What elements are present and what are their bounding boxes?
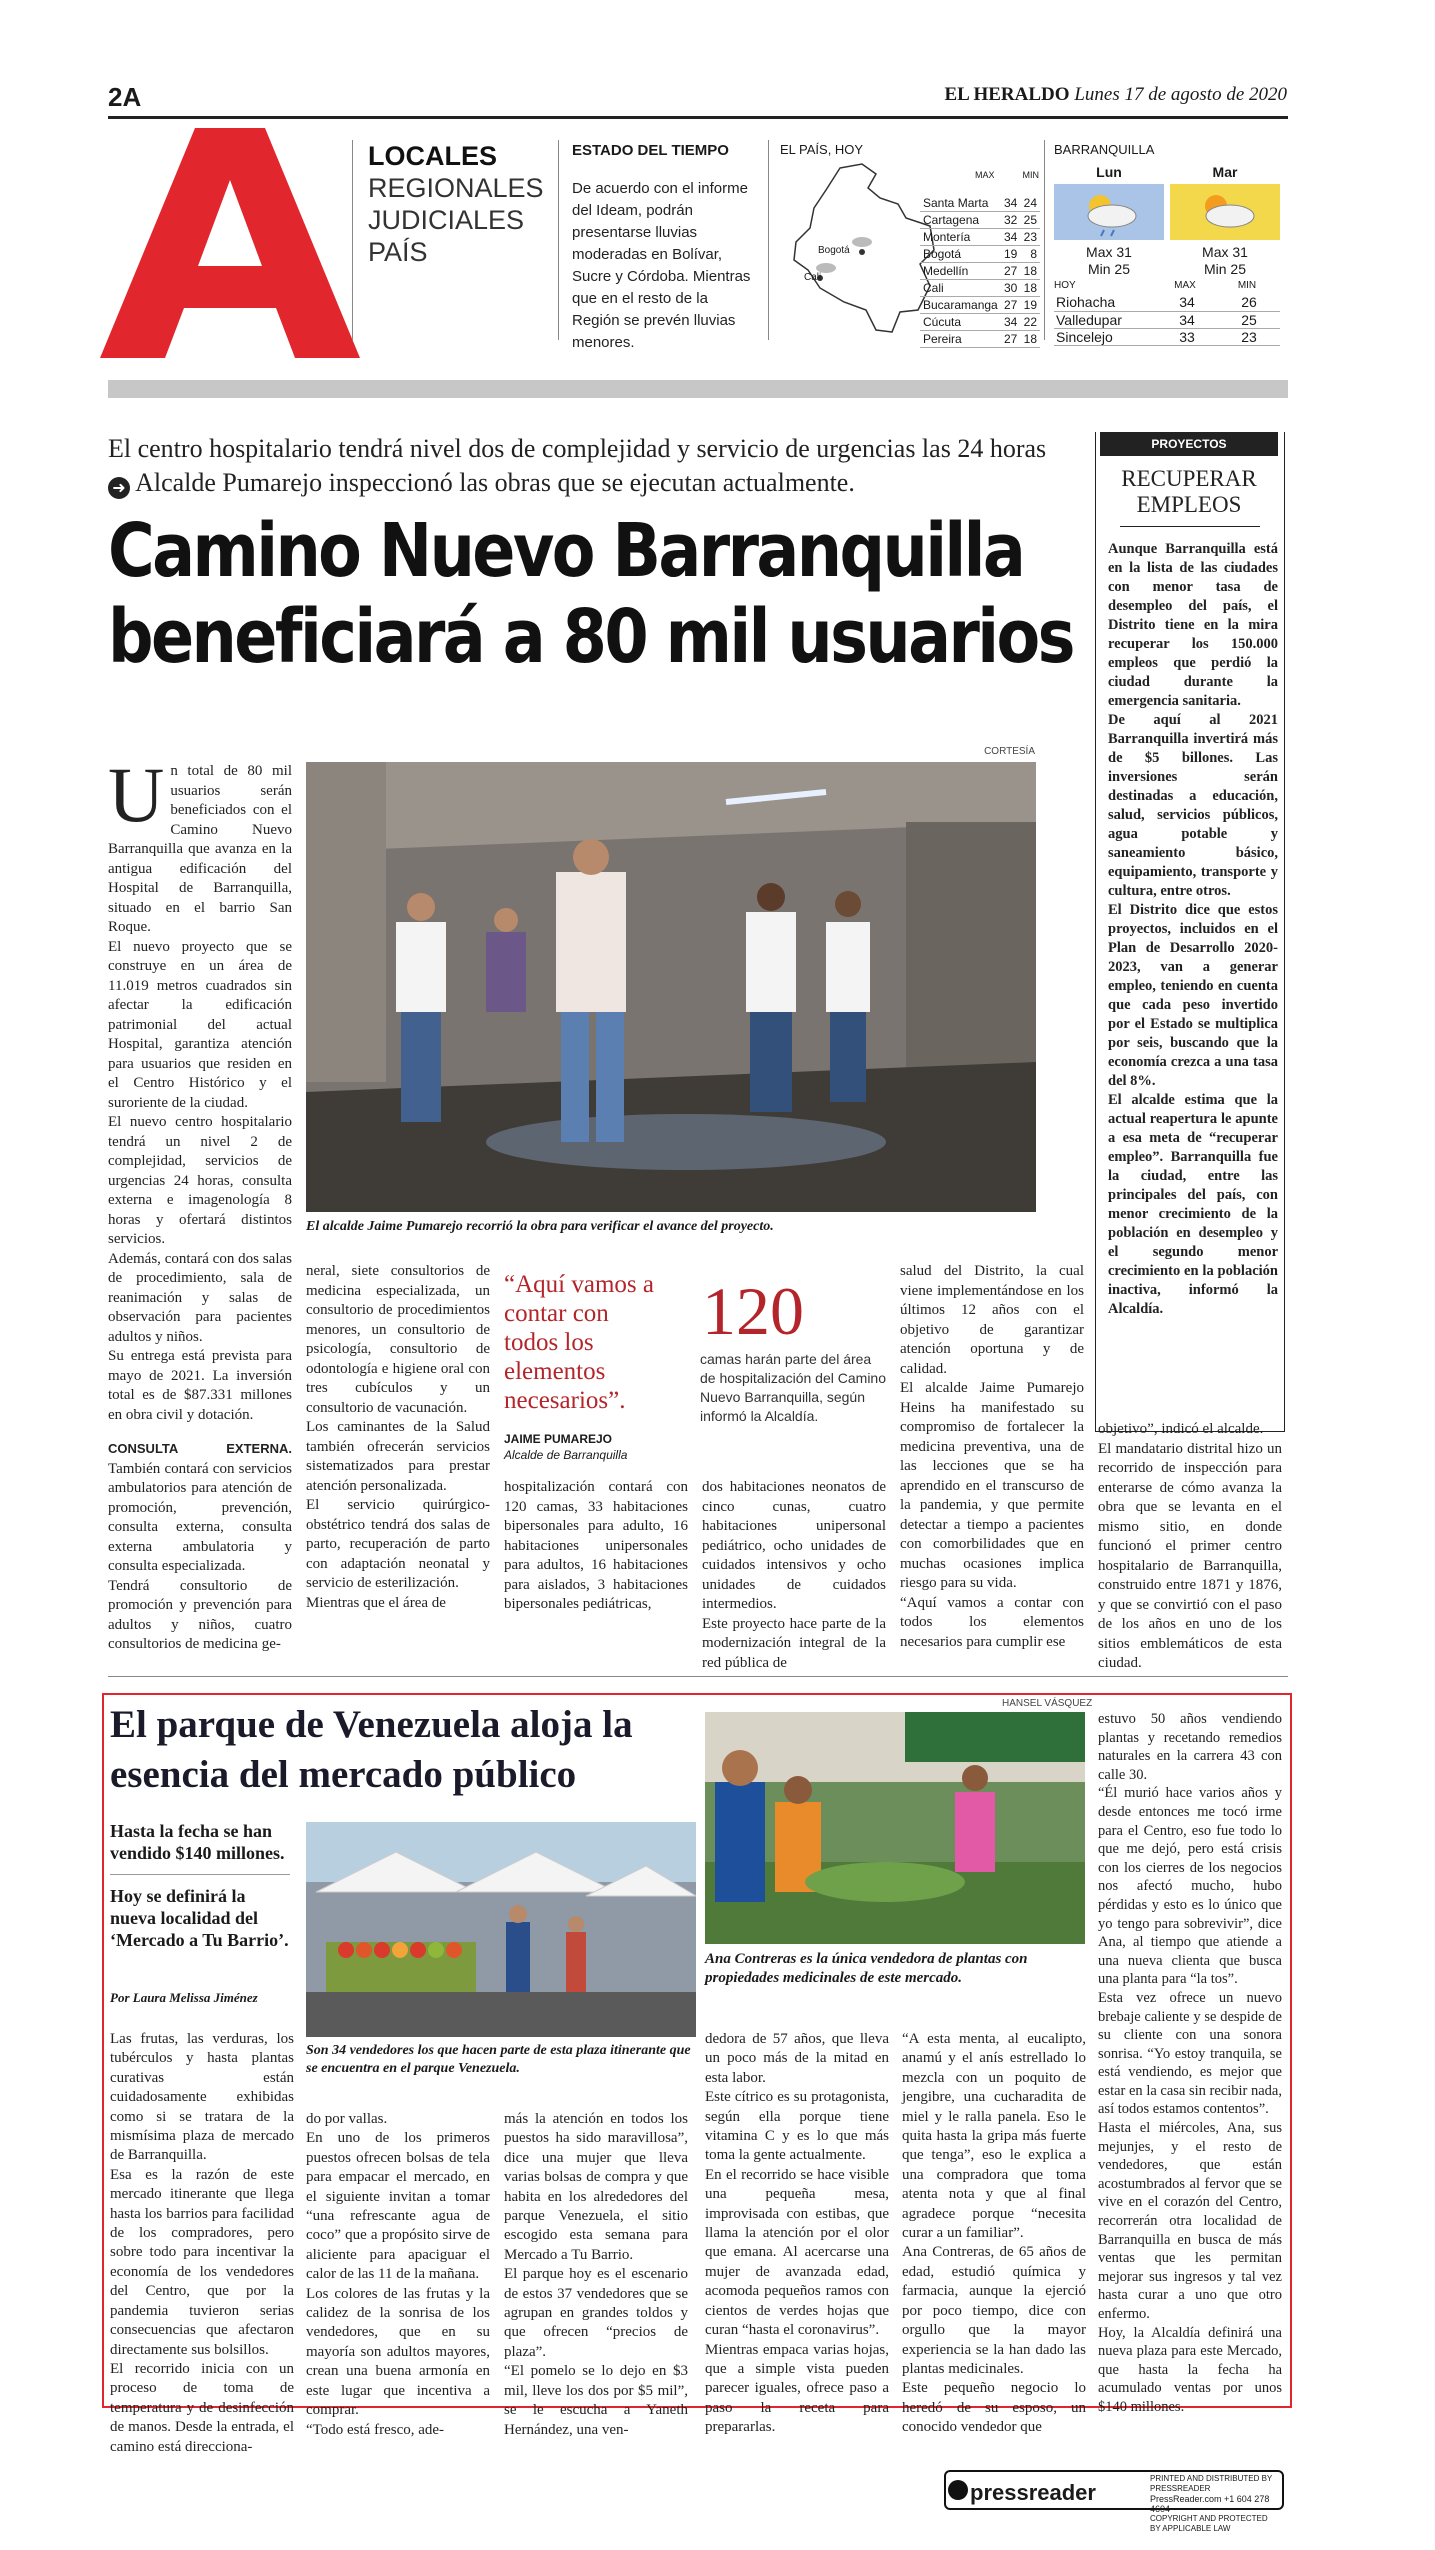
- regional-name: Sincelejo: [1054, 328, 1156, 345]
- city-max: 19: [1001, 246, 1021, 263]
- city-table-header: MAX MIN: [975, 170, 1039, 180]
- regional-header: HOY MAX MIN: [1054, 280, 1257, 291]
- big-number: 120: [702, 1273, 804, 1349]
- section-letter: [100, 128, 360, 358]
- story2-col-2: do por vallas. En uno de los primeros puestos ofrecen bolsas de tela para empacar el mercado, en el siguiente invitan a tomar “una refrescante agua de coco” que a propósito sirve de aliciente para apaciguar el calor de las 11 de la mañana. Los colores de las frutas y la calidez de la sonrisa de los vendedores, que en su mayoría son adultos mayores, crean una buena armonía en este lugar que incentiva a comprar. “Todo está fresco, ade-: [306, 2111, 490, 2438]
- pull-quote: “Aquí vamos a contar con todos los elementos necesarios”.: [504, 1271, 654, 1414]
- city-row: [920, 314, 1040, 331]
- story2-col-6: estuvo 50 años vendiendo plantas y recetando remedios naturales en la carrera 43 con calle 30. “Él murió hace varios años y desde entonces me tocó irme para el Centro, eso fue todo lo que me dejó, pero está crisis con los cierres de los negocios nos afectó mucho, hubo pérdidas y esto es lo único que yo tengo para sobrevivir”, dice Ana, al tiempo que atiende a una nueva clienta que busca una planta para “la tos”. Esta vez ofrece un nuevo brebaje caliente y se despide de su cliente con una sonora sonrisa. “Yo estoy tranquila, se está vendiendo, es mejor que estar en la casa sin recibir nada, así todos estamos contentos”. Hasta el miércoles, Ana, sus mejunjes, y el resto de vendedores, que están acostumbrados al fervor que se vive en el corazón del Centro, recorrerán otra localidad de Barranquilla en busca de más ventas que les permitan mejorar sus ingresos y tal vez hasta curar a uno que otro enfermo. Hoy, la Alcaldía definirá una nueva plaza para este Mercado, que hasta la fecha ha acumulado ventas por unos $140 millones.: [1098, 1711, 1282, 2415]
- city-name: Bogotá: [920, 246, 1001, 263]
- byline: Por Laura Melissa Jiménez: [110, 1990, 258, 2005]
- story2-col-3: más la atención en todos los puestos ha sido maravillosa”, dice una mujer que lleva varias bolsas de compra y que habita en los alrededores del parque Venezuela, el sitio escogido esta semana para Mercado a Tu Barrio. El parque hoy es el escenario de estos 37 vendedores que se agrupan en grandes toldos y que ofrecen “precios de plaza”. “El pomelo se lo dejo en $3 mil, lleve los dos por $5 mil”, se le escucha a Yaneth Hernández, una ven-: [504, 2111, 688, 2438]
- weather-text: De acuerdo con el informe del Ideam, podrán presentarse lluvias moderadas en Bolívar, Sucre y Córdoba. Mientras que en el resto de la Región se prevén lluvias menores.: [572, 180, 751, 351]
- regional-row: [1054, 294, 1280, 311]
- city-row: [920, 263, 1040, 280]
- city-row: [920, 212, 1040, 229]
- city-max: 34: [1001, 229, 1021, 246]
- city-min: 23: [1020, 229, 1040, 246]
- issue-date: Lunes 17 de agosto de 2020: [1074, 84, 1287, 105]
- story2-col-5: “A esta menta, al eucalipto, anamú y el anís estrellado lo mezcla con un poquito de jengibre, una cucharadita de miel y le ralla panela. Eso le quita hasta la gripa más fuerte que tenga”, eso le explica a una compradora que toma atenta nota y que al final agradece porque “necesita curar a un familiar”. Ana Contreras, de 65 años de edad, estudió química y farmacia, aunque la ejerció por poco tiempo, dice con orgullo que la mayor experiencia se la han dado las plantas medicinales. Este pequeño negocio lo heredó de su esposo, un conocido vendedor que: [902, 2031, 1086, 2436]
- market-photo: [306, 1822, 696, 2037]
- city-row: [920, 331, 1040, 348]
- big-number-text: camas harán parte del área de hospitalización del Camino Nuevo Barranquilla, según informó la Alcaldía.: [700, 1351, 886, 1424]
- city-title: BARRANQUILLA: [1054, 142, 1155, 157]
- city-name: Cartagena: [920, 212, 1001, 229]
- top-rule: [108, 116, 1288, 119]
- divider: [352, 140, 353, 340]
- main-headline: Camino Nuevo Barranquilla beneficiará a 80 mil usuarios: [108, 508, 1073, 680]
- pressreader-logo: pressreader: [970, 2480, 1096, 2505]
- sidebar-title: RECUPERAR EMPLEOS: [1121, 466, 1257, 517]
- sidebar-tag: PROYECTOS: [1100, 432, 1278, 456]
- story-col-6: objetivo”, indicó el alcalde. El mandatario distrital hizo un recorrido de inspección para enterarse de cómo avanza la obra que se levanta en el mismo sitio, en donde funcionó el primer centro hospitalario de Barranquilla, construido entre 1871 y 1876, y que se convirtió con el paso de los años en uno de los sitios emblemáticos de esta ciudad.: [1098, 1421, 1282, 1671]
- regional-min: 25: [1218, 311, 1280, 328]
- regional-name: Riohacha: [1054, 294, 1156, 311]
- city-min: 22: [1020, 314, 1040, 331]
- city-min: 8: [1020, 246, 1040, 263]
- city-max: 32: [1001, 212, 1021, 229]
- cloudy-rain-icon: [1054, 184, 1164, 240]
- regional-min: 23: [1218, 328, 1280, 345]
- story2-headline: El parque de Venezuela aloja la esencia del mercado público: [110, 1703, 633, 1796]
- dropcap: U: [108, 751, 165, 838]
- gray-band: [108, 380, 1288, 398]
- city-row: [920, 195, 1040, 212]
- page-number: 2A: [108, 82, 142, 112]
- city-row: [920, 229, 1040, 246]
- city-name: Bucaramanga: [920, 297, 1001, 314]
- city-name: Montería: [920, 229, 1001, 246]
- city-name: Pereira: [920, 331, 1001, 348]
- photo-credit: CORTESÍA: [984, 746, 1035, 757]
- paper-name: EL HERALDO: [944, 84, 1070, 105]
- masthead: [944, 84, 1287, 106]
- story2-col-1: Las frutas, las verduras, los tubérculos y hasta plantas curativas están cuidadosamente exhibidas como si se tratara de la mismísima plaza de mercado de Barranquilla. Esa es la razón de este mercado itinerante que llega hasta los barrios para facilidad de los compradores, pero sobre todo para incentivar la economía de los vendedores del Centro, que por la pandemia tuvieron serias consecuencias que afectaron directamente sus bolsillos. El recorrido inicia con un proceso de toma de temperatura y de desinfección de manos. Desde la entrada, el camino está direcciona-: [110, 2031, 294, 2455]
- story-col-1: U n total de 80 mil usuarios serán beneficiados con el Camino Nuevo Barranquilla que avanza en la antigua edificación del Hospital de Barranquilla, situado en el barrio San Roque. El nuevo proyecto que se construye en un área de 11.019 metros cuadrados sin afectar la edificación patrimonial del actual Hospital, garantiza atención para usuarios que residen en el Centro Histórico y el suroriente de la ciudad. El nuevo centro hospitalario tendrá un nivel 2 de complejidad, servicios de urgencias 24 horas, consulta externa e imagenología 8 horas y ofertará distintos servicios. Además, contará con dos salas de procedimiento, sala de reanimación y salas de observación para pacientes adultos y niños. Su entrega está prevista para mayo de 2021. La inversión total es de $87.331 millones en obra civil y dotación. CONSULTA EXTERNA. También contará con servicios ambulatorios para atención de promoción, prevención, consulta externa, consulta externa ambulatoria y consulta especializada. Tendrá consultorio de promoción y prevención para adultos y niños, cuatro consultorios de medicina ge-: [108, 751, 292, 1652]
- section-judiciales[interactable]: JUDICIALES: [368, 205, 525, 235]
- city-max: 27: [1001, 331, 1021, 348]
- story-col-2: neral, siete consultorios de medicina especializada, un consultorio de procedimientos menores, un consultorio de psicología, consultorio de odontología e higiene oral con tres cubículos y un consultorio de vacunación. Los caminantes de la Salud también ofrecerán servicios sistematizados para prestar atención personalizada. El servicio quirúrgico-obstétrico tendrá dos salas de parto, recuperación de parto con adaptación neonatal y servicio de esterilización. Mientras que el área de: [306, 1263, 490, 1611]
- regional-min: 26: [1218, 294, 1280, 311]
- section-regionales[interactable]: REGIONALES: [368, 173, 544, 203]
- partly-cloudy-icon: [1170, 184, 1280, 240]
- city-name: Santa Marta: [920, 195, 1001, 212]
- city-name: Medellín: [920, 263, 1001, 280]
- day-name-mar: Mar: [1212, 164, 1238, 180]
- regional-max: 34: [1156, 311, 1218, 328]
- city-min: 18: [1020, 331, 1040, 348]
- city-min: 18: [1020, 280, 1040, 297]
- map-label-bogota: Bogotá: [818, 245, 850, 256]
- separator: [108, 1676, 1288, 1677]
- regional-row: [1054, 328, 1280, 345]
- divider: [768, 140, 769, 340]
- city-row: [920, 297, 1040, 314]
- construction-photo: [306, 762, 1036, 1212]
- city-max: 34: [1001, 195, 1021, 212]
- city-min: 24: [1020, 195, 1040, 212]
- story-col-5: salud del Distrito, la cual viene implementándose en los últimos 12 años con el objetivo de garantizar atención oportuna y de calidad. El alcalde Jaime Pumarejo Heins ha manifestado su compromiso de fortalecer la medicina preventiva, una de las lecciones que se ha aprendido en el transcurso de la pandemia, y que permite detectar a tiempo a pacientes con comorbilidades que en muchas ocasiones implica riesgo para su vida. “Aquí vamos a contar con todos los elementos necesarios para cumplir ese: [900, 1263, 1084, 1650]
- divider: [558, 140, 559, 340]
- sidebar-body: Aunque Barranquilla está en la lista de las ciudades con menor tasa de desempleo del país, el Distrito tiene en la mira recuperar los 150.000 empleos que perdió la ciudad durante la emergencia sanitaria. De aquí al 2021 Barranquilla invertirá más de $5 billones. Las inversiones serán destinadas a educación, salud, servicios públicos, agua potable y saneamiento básico, equipamiento, transporte y cultura, entre otros. El Distrito dice que estos proyectos, incluidos en el Plan de Desarrollo 2020-2023, van a generar empleo, teniendo en cuenta que cada peso invertido por el Estado se multiplica por seis, buscando que la economía crezca a una tasa del 8%. El alcalde estima que la actual reapertura le apunte a esa meta de “recuperar empleo”. Barranquilla fue la ciudad, entre las principales del país, con menor crecimiento de la población en desempleo y el segundo menor crecimiento en la población inactiva, informó la Alcaldía.: [1108, 541, 1278, 1317]
- section-list: [368, 140, 548, 268]
- regional-name: Valledupar: [1054, 311, 1156, 328]
- city-max: 34: [1001, 314, 1021, 331]
- photo-caption: El alcalde Jaime Pumarejo recorrió la obra para verificar el avance del proyecto.: [306, 1219, 774, 1234]
- pressreader-notice: PRINTED AND DISTRIBUTED BY PRESSREADER PressReader.com +1 604 278 4604 COPYRIGHT AND PROTECTED BY APPLICABLE LAW: [1150, 2474, 1273, 2533]
- story2-col-4: dedora de 57 años, que lleva un poco más de la mitad en esta labor. Este cítrico es su protagonista, según ella porque tiene vitamina C y es lo que más toma la gente actualmente. En el recorrido se hace visible una pequeña mesa, improvisada con estibas, que llama la atención por el olor que emana. Al acercarse una mujer de avanzada edad, acomoda pequeños ramos con cientos de verdes hojas que curan “hasta el coronavirus”. Mientras empaca varias hojas, que a simple vista pueden parecer iguales, ofrece paso a paso la receta para prepararlas.: [705, 2031, 889, 2436]
- photo3-credit: HANSEL VÁSQUEZ: [1002, 1698, 1093, 1709]
- city-row: [920, 280, 1040, 297]
- quote-role: Alcalde de Barranquilla: [504, 1448, 628, 1462]
- city-min: 19: [1020, 297, 1040, 314]
- cities-table: [920, 195, 1040, 348]
- regional-table: [1054, 294, 1280, 346]
- city-name: Cali: [920, 280, 1001, 297]
- map-label-cali: Cali: [804, 272, 822, 283]
- city-name: Cúcuta: [920, 314, 1001, 331]
- city-min: 18: [1020, 263, 1040, 280]
- photo3-caption: Ana Contreras es la única vendedora de plantas con propiedades medicinales de este mercado.: [705, 1951, 1028, 1986]
- day-temp-mar: Max 31 Min 25: [1202, 244, 1248, 277]
- story2-subheads: Hasta la fecha se han vendido $140 millones. Hoy se definirá la nueva localidad del ‘Mercado a Tu Barrio’.: [110, 1821, 289, 1950]
- map-title: EL PAÍS, HOY: [780, 142, 864, 157]
- section-pais[interactable]: PAÍS: [368, 237, 428, 267]
- pressreader-logo-icon: [948, 2480, 968, 2500]
- quote-author: JAIME PUMAREJO: [504, 1432, 613, 1446]
- regional-max: 33: [1156, 328, 1218, 345]
- day-temp-lun: Max 31 Min 25: [1086, 244, 1132, 277]
- vendor-photo: [705, 1712, 1085, 1944]
- story-col-4: dos habitaciones neonatos de cinco cunas, cuatro habitaciones unipersonal pediátrico, ocho unidades de cuidados intensivos y ocho unidades de cuidados intermedios. Este proyecto hace parte de la modernización integral de la red pública de: [702, 1479, 886, 1671]
- photo2-caption: Son 34 vendedores los que hacen parte de esta plaza itinerante que se encuentra en el parque Venezuela.: [306, 2043, 691, 2076]
- city-max: 27: [1001, 297, 1021, 314]
- city-max: 30: [1001, 280, 1021, 297]
- story-deck: El centro hospitalario tendrá nivel dos de complejidad y servicio de urgencias las 24 horas ➜ Alcalde Pumarejo inspeccionó las obras que se ejecutan actualmente.: [108, 434, 1047, 497]
- city-row: [920, 246, 1040, 263]
- day-name-lun: Lun: [1096, 164, 1122, 180]
- section-locales[interactable]: LOCALES: [368, 141, 498, 171]
- city-max: 27: [1001, 263, 1021, 280]
- regional-max: 34: [1156, 294, 1218, 311]
- city-min: 25: [1020, 212, 1040, 229]
- divider: [1120, 526, 1260, 527]
- divider: [1044, 140, 1045, 340]
- regional-row: [1054, 311, 1280, 328]
- arrow-right-icon: ➜: [108, 477, 130, 499]
- story-col-3: hospitalización contará con 120 camas, 33 habitaciones bipersonales para adulto, 16 habitaciones unipersonales para adultos, 16 habitaciones para aislados, 3 habitaciones bipersonales pediátricas,: [504, 1479, 688, 1612]
- weather-title: ESTADO DEL TIEMPO: [572, 142, 729, 159]
